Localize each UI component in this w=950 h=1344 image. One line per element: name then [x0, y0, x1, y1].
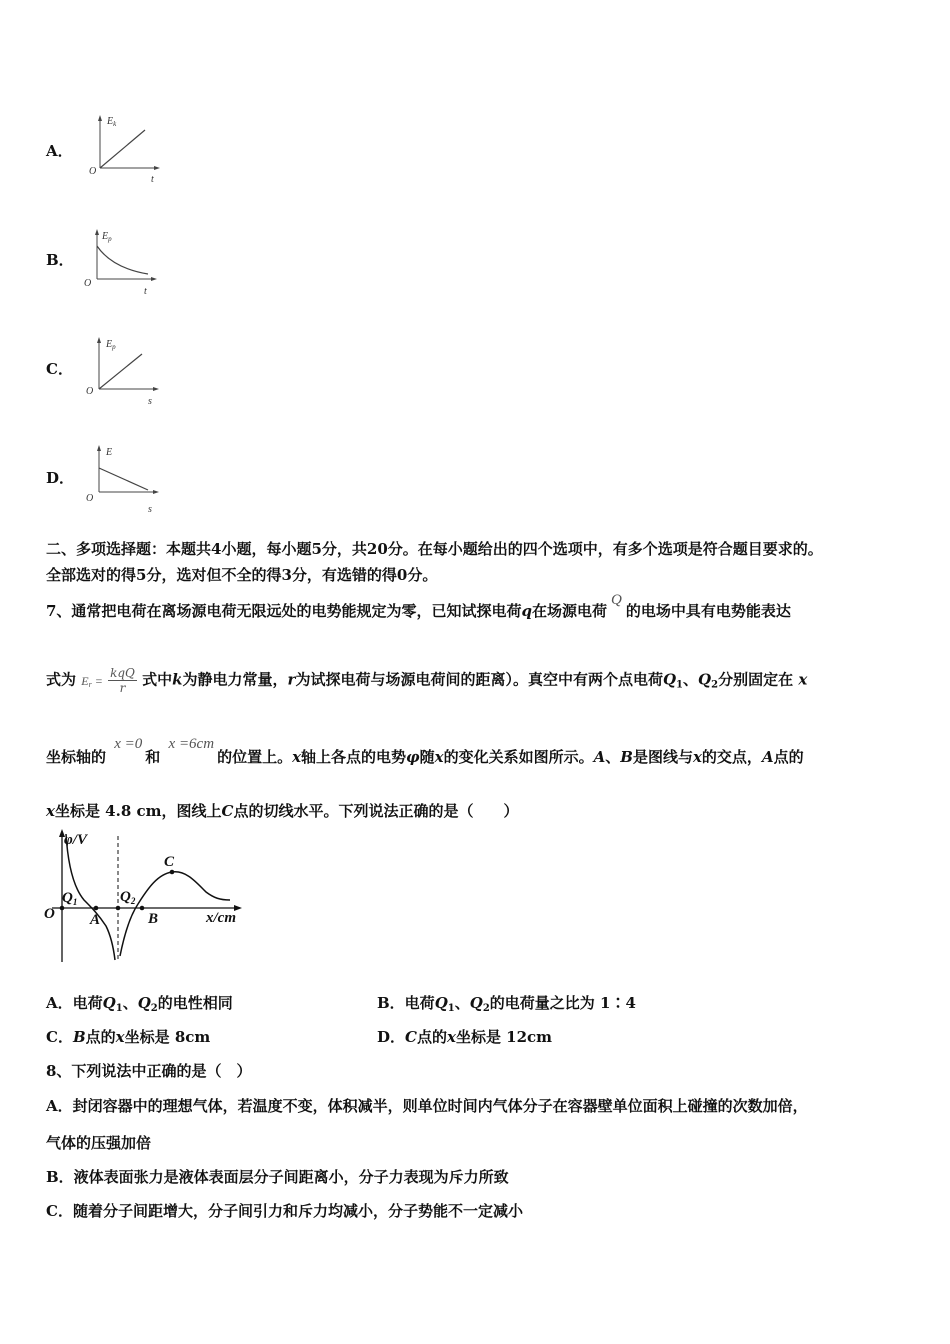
- q7-option-a[interactable]: A．电荷$Q_1$、$Q_2$的电性相同: [46, 994, 233, 1014]
- q8-title: 8、下列说法中正确的是（ ）: [46, 1062, 252, 1080]
- option-b-curve: [97, 246, 148, 274]
- q7-potential-graph: [40, 826, 260, 970]
- section2-line1: 二、多项选择题：本题共4小题，每小题5分，共20分。在每小题给出的四个选项中，有多个选项是符合题目要求的。: [46, 540, 823, 558]
- option-c-label: C．: [46, 360, 73, 378]
- option-d-graph: [84, 442, 164, 520]
- q7-a-point: [94, 906, 99, 911]
- svg-text:x/cm: x/cm: [206, 910, 236, 926]
- svg-text:t: t: [144, 286, 147, 297]
- q7-line2: 式为 Er = $\frac{\text{kqQ}}{r}$ 式中k为静电力常量，r为试探电荷与场源电荷间的距离）。真空中有两个点电荷$Q_1$、$Q_2$分别固定在 x: [46, 666, 808, 695]
- option-b-label: B．: [46, 251, 74, 269]
- q8-option-b[interactable]: B．液体表面张力是液体表面层分子间距离小，分子力表现为斥力所致: [46, 1168, 509, 1186]
- q8-option-a-line2[interactable]: 气体的压强加倍: [46, 1134, 152, 1152]
- q7-fraction: $\frac{\text{kqQ}}{r}$: [110, 666, 135, 695]
- svg-text:C: C: [164, 854, 175, 870]
- q8-option-c[interactable]: C．随着分子间距增大，分子间引力和斥力均减小，分子势能不一定减小: [46, 1202, 523, 1220]
- q7-option-b[interactable]: B．电荷$Q_1$、$Q_2$的电荷量之比为 1∶4: [377, 994, 636, 1014]
- svg-text:t: t: [151, 174, 154, 185]
- q7-option-d[interactable]: D．C点的x坐标是 12cm: [377, 1028, 553, 1046]
- q8-option-a-line1[interactable]: A．封闭容器中的理想气体，若温度不变，体积减半，则单位时间内气体分子在容器壁单位面积上碰撞的次数加倍，: [46, 1097, 808, 1115]
- svg-text:Q1: $Q_1$: [62, 890, 78, 907]
- q7-line4: x坐标是 4.8 cm，图线上C点的切线水平。下列说法正确的是（ ）: [46, 802, 519, 820]
- option-b-graph: [82, 226, 162, 304]
- q7-formula: Er =: [81, 673, 103, 689]
- option-d-label: D．: [46, 469, 75, 487]
- option-a-label: A．: [46, 142, 73, 160]
- svg-text:O: O: [86, 493, 94, 504]
- option-c-curve: [99, 354, 142, 389]
- option-a-graph: [85, 112, 165, 190]
- q7-option-c[interactable]: C．B点的x坐标是 8cm: [46, 1028, 211, 1046]
- svg-text:A: A: [90, 912, 101, 928]
- q7-q1-point: [60, 906, 65, 911]
- svg-text:Ep: $E_p$: [106, 339, 116, 351]
- svg-text:B: B: [148, 911, 159, 927]
- option-d-curve: [99, 468, 148, 490]
- svg-text:Ek: $E_k$: [107, 116, 117, 128]
- svg-text:φ/V: φ/V: [64, 832, 87, 848]
- q7-c-point: [170, 870, 175, 875]
- option-c-graph: [84, 334, 164, 412]
- svg-text:O: O: [89, 166, 97, 177]
- section2-line2: 全部选对的得5分，选对但不全的得3分，有选错的得0分。: [46, 566, 438, 584]
- q7-b-point: [140, 906, 145, 911]
- svg-text:Q2: $Q_2$: [120, 889, 136, 906]
- q7-line3: 坐标轴的 x =0和 x =6cm的位置上。x轴上各点的电势φ随x的变化关系如图所示。A、B是图线与x的交点，A点的: [46, 736, 804, 766]
- q7-q2-point: [116, 906, 121, 911]
- svg-text:O: O: [86, 386, 94, 397]
- svg-text:E: E: [106, 447, 113, 458]
- option-a-curve: [100, 130, 145, 168]
- q7-line1: 7、通常把电荷在离场源电荷无限远处的电势能规定为零，已知试探电荷q在场源电荷Q的电场中具有电势能表达: [46, 592, 791, 620]
- svg-text:s: s: [148, 396, 152, 407]
- svg-text:Ep: $E_p$: [102, 231, 112, 243]
- svg-text:s: s: [148, 504, 152, 515]
- svg-text:O: O: [44, 906, 55, 922]
- svg-text:O: O: [84, 278, 92, 289]
